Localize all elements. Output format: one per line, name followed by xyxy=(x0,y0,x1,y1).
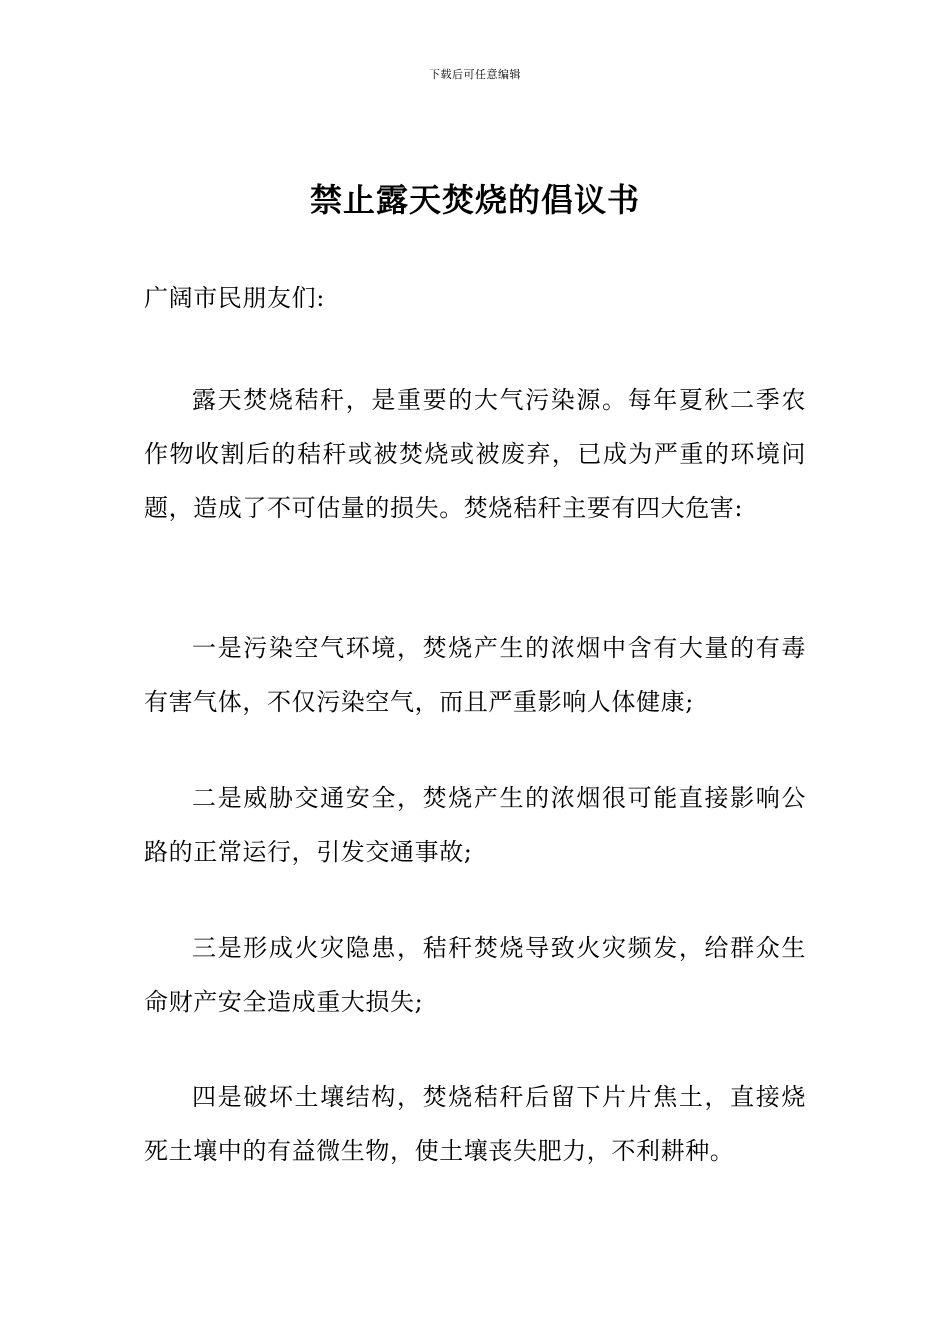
page-title: 禁止露天焚烧的倡议书 xyxy=(309,181,640,219)
paragraph-harm-soil: 四是破坏土壤结构，焚烧秸秆后留下片片焦土，直接烧死土壤中的有益微生物，使土壤丧失肥力，不利耕种。 xyxy=(144,1083,806,1165)
paragraph-intro: 露天焚烧秸秆，是重要的大气污染源。每年夏秋二季农作物收割后的秸秆或被焚烧或被废弃，已成为严重的环境问题，造成了不可估量的损失。焚烧秸秆主要有四大危害: xyxy=(144,386,806,522)
header-note: 下载后可任意编辑 xyxy=(429,68,521,81)
salutation: 广阔市民朋友们: xyxy=(144,284,325,312)
paragraph-harm-fire: 三是形成火灾隐患，秸秆焚烧导致火灾频发，给群众生命财产安全造成重大损失; xyxy=(144,934,806,1016)
paragraph-harm-air: 一是污染空气环境，焚烧产生的浓烟中含有大量的有毒有害气体，不仅污染空气，而且严重影响人体健康; xyxy=(144,634,806,716)
paragraph-harm-traffic: 二是威胁交通安全，焚烧产生的浓烟很可能直接影响公路的正常运行，引发交通事故; xyxy=(144,784,806,866)
